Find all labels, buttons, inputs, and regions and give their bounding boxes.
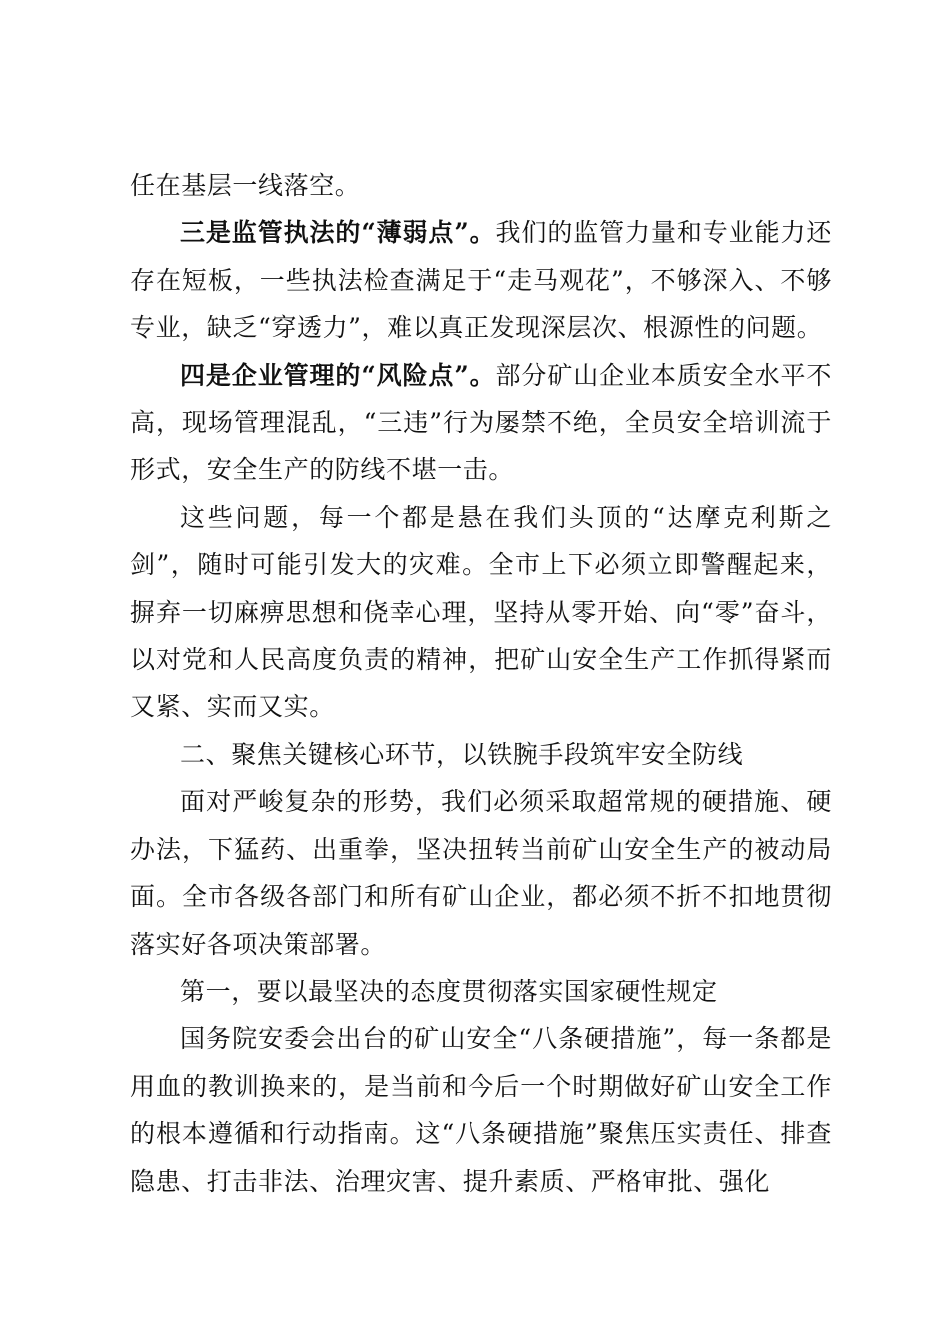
section-heading-text: 二、聚焦关键核心环节，以铁腕手段筑牢安全防线 <box>180 739 744 769</box>
subsection-heading-first <box>130 968 832 1015</box>
paragraph-eight-measures <box>130 1015 832 1205</box>
paragraph-continuation <box>130 162 832 209</box>
paragraph-intro <box>130 778 832 968</box>
paragraph-heading-bold: 四是企业管理的“风险点”。 <box>180 360 496 390</box>
paragraph-heading-bold: 三是监管执法的“薄弱点”。 <box>180 218 496 248</box>
paragraph-risk-point <box>130 352 832 494</box>
paragraph-text: 这些问题，每一个都是悬在我们头顶的“达摩克利斯之剑”，随时可能引发大的灾难。全市上下必须立即警醒起来，摒弃一切麻痹思想和侥幸心理，坚持从零开始、向“零”奋斗，以对党和人民高度负责的精神，把矿山安全生产工作抓得紧而又紧、实而又实。 <box>130 502 832 722</box>
paragraph-text: 国务院安委会出台的矿山安全“八条硬措施”，每一条都是用血的教训换来的，是当前和今后一个时期做好矿山安全工作的根本遵循和行动指南。这“八条硬措施”聚焦压实责任、排查隐患、打击非法、治理灾害、提升素质、严格审批、强化 <box>130 1024 832 1196</box>
subsection-heading-text: 第一，要以最坚决的态度贯彻落实国家硬性规定 <box>180 976 718 1006</box>
paragraph-text: 部分矿山企业本质安全水平不高，现场管理混乱，“三违”行为屡禁不绝，全员安全培训流于形式，安全生产的防线不堪一击。 <box>130 360 832 485</box>
section-heading-two <box>130 731 832 778</box>
document-body <box>130 162 832 1205</box>
paragraph-summary <box>130 494 832 731</box>
paragraph-weak-point <box>130 209 832 351</box>
paragraph-text: 我们的监管力量和专业能力还存在短板，一些执法检查满足于“走马观花”，不够深入、不够专业，缺乏“穿透力”，难以真正发现深层次、根源性的问题。 <box>130 218 832 343</box>
paragraph-text: 任在基层一线落空。 <box>130 171 361 200</box>
paragraph-text: 面对严峻复杂的形势，我们必须采取超常规的硬措施、硬办法，下猛药、出重拳，坚决扭转当前矿山安全生产的被动局面。全市各级各部门和所有矿山企业，都必须不折不扣地贯彻落实好各项决策部署。 <box>130 787 832 959</box>
